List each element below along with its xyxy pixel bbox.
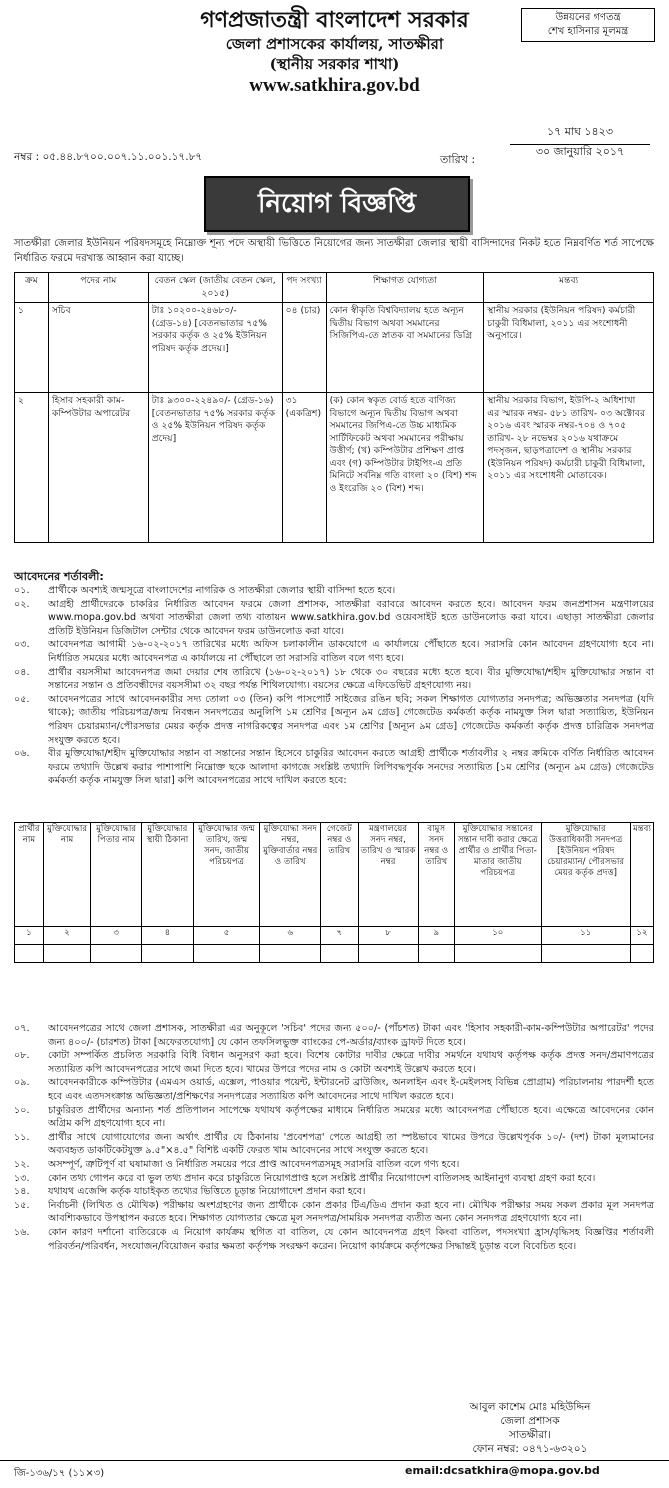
condition-number: ০৩. [14, 639, 30, 651]
header-count: পদ সংখ্যা [282, 273, 326, 303]
condition-number: ১০. [14, 1104, 30, 1116]
notice-banner: নিয়োগ বিজ্ঞপ্তি [204, 176, 470, 232]
condition-number: ১৬. [14, 1226, 30, 1238]
condition-number: ১১. [14, 1131, 30, 1143]
applicant-table-header [15, 823, 654, 927]
condition-item [14, 747, 654, 788]
col-number: ১ [15, 927, 44, 945]
condition-number: ১৪. [14, 1186, 30, 1198]
condition-text: বীর মুক্তিযোদ্ধা/শহীদ মুক্তিযোদ্ধার সন্তান বা সন্তানের সন্তান হিসেবে চাকুরির আবেদন করতে আগ্রহী প্রার্থীকে শর্তাবলীর ২ নম্বর ক্রমিকে বর্ণিত নির্ধারিত আবেদন ফরমে তথ্যাদি উল্লেখ করার পাশাপাশি নিম্নোক্ত ছকে আলাদা কাগজে সংশ্লিষ্ট তথ্যাদি লিপিবদ্ধপূর্বক সনদের সত্যায়িত [১ম শ্রেণির (অন্যূন ৯ম গ্রেড) গেজেটেড কর্মকর্তা কর্তৃক নামযুক্ত সিল দ্বারা] কপি আবেদনপত্রের সাথে দাখিল করতে হবে: [48, 748, 654, 787]
condition-item [14, 584, 654, 598]
date-bangla: ১৭ মাঘ ১৪২৩ [510, 123, 650, 145]
condition-item [14, 1226, 654, 1253]
memo-number: নম্বর : ০৫.৪৪.৮৭০০.০০৭.১১.০০১.১৭.৮৭ [14, 151, 203, 163]
condition-text: কোন তথ্য গোপন করে বা ভুল তথ্য প্রদান করে চাকুরিতে নিয়োগপ্রাপ্ত হলে সংশ্লিষ্ট প্রার্থীর নিয়োগাদেশ বাতিলসহ আইনানুগ ব্যবস্থা গ্রহণ করা হবে। [48, 1172, 596, 1184]
applicant-table-numbers [15, 927, 654, 945]
condition-item [14, 1158, 654, 1172]
row-serial: ২ [15, 393, 49, 543]
row-qualification: কোন স্বীকৃতি বিশ্ববিদ্যালয় হতে অন্যূন দ্বিতীয় বিভাগ অথবা সমমানের সিজিপিএ-তে স্নাতক বা সমমানের ডিগ্রি [326, 303, 484, 393]
conditions-title: আবেদনের শর্তাবলী: [14, 570, 104, 583]
col-number: ৭ [321, 927, 359, 945]
condition-item [14, 693, 654, 747]
row-post: হিসাব সহকারী কাম-কম্পিউটার অপারেটর [48, 393, 148, 543]
condition-item [14, 1076, 654, 1103]
signatory-name: আবুল কাশেম মোঃ মহিউদ্দিন [469, 1401, 591, 1413]
condition-text: প্রার্থীকে অবশ্যই জন্মসূত্রে বাংলাদেশের নাগরিক ও সাতক্ষীরা জেলার স্থায়ী বাসিন্দা হতে হবে। [48, 585, 396, 596]
applicant-table-blank-row [15, 945, 654, 963]
condition-number: ০৯. [14, 1077, 30, 1089]
condition-item [14, 1199, 654, 1226]
row-count: ৩১ (একত্রিশ) [282, 393, 326, 543]
condition-text: আগ্রহী প্রার্থীদেরকে চাকরির নির্ধারিত আবেদন ফরমে জেলা প্রশাসক, সাতক্ষীরা বরাবরে আবেদন করতে হবে। আবেদন ফরম জনপ্রশাসন মন্ত্রণালয়ের www.mopa.gov.bd অথবা সাতক্ষীরা জেলা তথ্য বাতায়ন www.satkhira.gov.bd ওয়েবসাইট হতে ডাউনলোড করা যাবে। এছাড়া সাতক্ষীরা জেলার প্রতিটি ইউনিয়ন ডিজিটাল সেন্টার থেকে আবেদন ফরম ডাউনলোড করা যাবে। [48, 598, 654, 637]
col-number: ১১ [541, 927, 630, 945]
row-remarks: স্থানীয় সরকার বিভাগ, ইউপি-২ অধিশাখা এর স্মারক নম্বর- ৫৮১ তারিখ- ০৩ অক্টোবর ২০১৬ এবং স্মারক নম্বর-৭০৪ ও ৭০৫ তারিখ- ২৮ নভেম্বর ২০১৬ যথাক্রমে পদসৃজন, ছাড়পত্রাদেশ ও স্থানীয় সরকার (ইউনিয়ন পরিষদ) কর্মচারী চাকুরী বিধিমালা, ২০১১ এর সংশোধনী মোতাবেক। [484, 393, 654, 543]
office-name: জেলা প্রশাসকের কার্যালয়, সাতক্ষীরা [225, 35, 444, 53]
condition-text: কোন কারণ দর্শানো ব্যতিরেকে এ নিয়োগ কার্যক্রম স্থগিত বা বাতিল, যে কোন আবেদনপত্র গ্রহণ কিংবা বাতিল, পদসংখ্যা হ্রাস/বৃদ্ধিসহ বিজ্ঞপ্তির শর্তাবলী পরিবর্তন/পরিবর্ধন, সংযোজন/বিয়োজন করার ক্ষমতা কর্তৃপক্ষ সংরক্ষণ করেন। নিয়োগ কার্যক্রমে কর্তৃপক্ষের সিদ্ধান্তই চূড়ান্ত বলে বিবেচিত হবে। [48, 1226, 654, 1252]
condition-item [14, 1185, 654, 1199]
col-header: মুক্তিযোদ্ধার পিতার নাম [91, 823, 142, 927]
col-number: ৬ [260, 927, 321, 945]
row-remarks: স্থানীয় সরকার (ইউনিয়ন পরিষদ) কর্মচারী চাকুরী বিধিমালা, ২০১১ এর সংশোধনী অনুসারে। [484, 303, 654, 393]
conditions-list-a [14, 584, 654, 788]
table-row [15, 393, 654, 543]
col-number: ৯ [418, 927, 454, 945]
col-number: ১২ [630, 927, 653, 945]
date-english: ৩০ জানুয়ারি ২০১৭ [535, 145, 625, 158]
condition-item [14, 1131, 654, 1158]
posts-table [14, 272, 654, 543]
conditions-list-b [14, 1022, 654, 1253]
col-number: ৪ [142, 927, 194, 945]
freedom-fighter-info-table [14, 822, 654, 963]
condition-item [14, 1104, 654, 1131]
header-qualification: শিক্ষাগত যোগ্যতা [326, 273, 484, 303]
condition-item [14, 1172, 654, 1186]
condition-text: কোটা সম্পর্কিত প্রচলিত সরকারি বিধি বিধান অনুসরণ করা হবে। বিশেষ কোটার দাবীর ক্ষেত্রে দাবীর সমর্থনে যথাযথ কর্তৃপক্ষ কর্তৃক প্রদত্ত সনদ/প্রমাণপত্রের সত্যায়িত কপি আবেদনপত্রের সাথে জমা দিতে হবে। খামের উপরে পদের নাম ও কোটা অবশ্যই উল্লেখ করতে হবে। [48, 1050, 654, 1075]
condition-text: চাকুরিরত প্রার্থীদের অন্যান্য শর্ত প্রতিপালন সাপেক্ষে যথাযথ কর্তৃপক্ষের মাধ্যমে নির্ধারিত সময়ের মধ্যে আবেদনপত্র পৌঁছাতে হবে। এক্ষেত্রে আবেদনের কোন অগ্রিম কপি গ্রহণযোগ্য হবে না। [48, 1104, 654, 1130]
condition-text: আবেদনপত্র আগামী ১৬-০২-২০১৭ তারিখের মধ্যে অফিস চলাকালীন ডাকযোগে এ কার্যালয়ে পৌঁছাতে হবে। সরাসরি কোন আবেদন গ্রহণযোগ্য হবে না। নির্ধারিত সময়ের মধ্যে আবেদনপত্র এ কার্যালয়ে না পৌঁছালে তা সরাসরি বাতিল বলে গণ্য হবে। [48, 639, 654, 664]
condition-text: প্রার্থীর সাথে যোগাযোগের জন্য অর্থাৎ প্রার্থীর যে ঠিকানায় 'প্রবেশপত্র' পেতে আগ্রহী তা স্পষ্টভাবে খামের উপরে উল্লেখপূর্বক ১০/- (দশ) টাকা মূল্যমানের অব্যবহৃত ডাকটিকেটযুক্ত ৯.৫"×৪.৫" বিশিষ্ট একটি ফেরত খাম আবেদনের সাথে সংযুক্ত করতে হবে। [48, 1131, 654, 1157]
row-post: সচিব [48, 303, 148, 393]
col-header: বামুস সনদ নম্বর ও তারিখ [418, 823, 454, 927]
condition-number: ০৫. [14, 693, 30, 705]
footer-reference: জি-১৩৬/১৭ (১১×৩) [14, 1468, 105, 1479]
col-header: মুক্তিযোদ্ধার উত্তরাধিকারী সনদপত্র [ইউনিয়ন পরিষদ চেয়ারম্যান/ পৌরসভার মেয়র কর্তৃক প্রদত্ত] [541, 823, 630, 927]
condition-text: যথাযথ এজেন্সি কর্তৃক যাচাইকৃত তথ্যের ভিত্তিতে চূড়ান্ত নিয়োগাদেশ প্রদান করা হবে। [48, 1186, 366, 1198]
row-serial: ১ [15, 303, 49, 393]
table-row [15, 303, 654, 393]
col-number: ১০ [455, 927, 542, 945]
condition-number: ০৮. [14, 1050, 30, 1062]
col-number: ৩ [91, 927, 142, 945]
col-header: মুক্তিযোদ্ধার নাম [43, 823, 90, 927]
col-header: প্রার্থীর নাম [15, 823, 44, 927]
header-post: পদের নাম [48, 273, 148, 303]
branch-name: (স্থানীয় সরকার শাখা) [269, 55, 400, 73]
condition-number: ০৪. [14, 666, 30, 678]
slogan-line-1: উন্নয়নের গণতন্ত্র [555, 12, 621, 23]
condition-number: ১২. [14, 1158, 30, 1170]
col-header: মুক্তিযোদ্ধার সন্তানের সন্তান দাবী করার ক্ষেত্রে প্রার্থীর ও প্রার্থীর পিতা-মাতার জাতীয় পরিচয়পত্র [455, 823, 542, 927]
condition-number: ১৫. [14, 1199, 30, 1211]
condition-number: ০৬. [14, 748, 30, 760]
condition-item [14, 666, 654, 693]
condition-number: ০৭. [14, 1023, 30, 1034]
col-header: মন্ত্রণালয়ের সনদ নম্বর, তারিখ ও স্মারক নম্বর [358, 823, 418, 927]
condition-text: প্রার্থীর বয়সসীমা আবেদনপত্র জমা দেয়ার শেষ তারিখে (১৬-০২-২০১৭) ১৮ থেকে ৩০ বছরের মধ্যে হতে হবে। বীর মুক্তিযোদ্ধা/শহীদ মুক্তিযোদ্ধার সন্তান বা সন্তানের সন্তান ও প্রতিবন্ধীদের বয়সসীমা ৩২ বছর পর্যন্ত শিথিলযোগ্য। বয়সের ক্ষেত্রে এফিডেভিট গ্রহণযোগ্য নয়। [48, 666, 654, 692]
condition-text: আবেদনপত্রের সাথে জেলা প্রশাসক, সাতক্ষীরা এর অনুকূলে 'সচিব' পদের জন্য ৫০০/- (পাঁচশত) টাকা এবং 'হিসাব সহকারী-কাম-কম্পিউটার অপারেটর' পদের জন্য ৪০০/- (চারশত) টাকা [অফেরতযোগ্য] যে কোন তফসিলভুক্ত ব্যাংকের পে-অর্ডার/ব্যাংক ড্রাফট দিতে হবে। [48, 1023, 654, 1048]
col-number: ৫ [193, 927, 260, 945]
signature-block [420, 1400, 640, 1456]
condition-number: ০২. [14, 598, 30, 610]
posts-table-header [15, 273, 654, 303]
header-remarks: মন্তব্য [484, 273, 654, 303]
slogan-line-2: শেখ হাসিনার মূলমন্ত্র [547, 26, 629, 37]
condition-item [14, 1022, 654, 1049]
col-header: মুক্তিযোদ্ধা সনদ নম্বর, মুক্তিবার্তার নম্বর ও তারিখ [260, 823, 321, 927]
row-scale: টাঃ ৯৩০০-২২৪৯০/- (গ্রেড-১৬) [বেতনভাতার ৭৫% সরকার কর্তৃক ও ২৫% ইউনিয়ন পরিষদ কর্তৃক প্রদেয়] [148, 393, 282, 543]
signatory-district: সাতক্ষীরা। [509, 1429, 551, 1441]
condition-number: ১৩. [14, 1172, 30, 1184]
intro-paragraph: সাতক্ষীরা জেলার ইউনিয়ন পরিষদসমূহে নিম্নোক্ত শূন্য পদে অস্থায়ী ভিত্তিতে নিয়োগের জন্য সাতক্ষীরা জেলার স্থায়ী বাসিন্দাদের নিকট হতে নিম্নবর্ণিত শর্ত সাপেক্ষে নির্ধারিত ফরমে দরখাস্ত আহ্বান করা যাচ্ছে। [14, 238, 654, 264]
col-number: ২ [43, 927, 90, 945]
condition-item [14, 638, 654, 665]
condition-text: আবেদনপত্রের সাথে আবেদনকারীর সদ্য তোলা ০৩ (তিন) কপি পাসপোর্ট সাইজের রঙিন ছবি; সকল শিক্ষাগত যোগ্যতার সনদপত্র; অভিজ্ঞতার সনদপত্র (যদি থাকে); জাতীয় পরিচয়পত্র/জন্ম নিবন্ধন সনদপত্রের অনুলিপি ১ম শ্রেণির [অন্যূন ৯ম গ্রেড] গেজেটেড কর্মকর্তা কর্তৃক নামযুক্ত সিল দ্বারা সত্যায়িত, ইউনিয়ন পরিষদ চেয়ারম্যান/পৌরসভার মেয়র কর্তৃক প্রদত্ত নাগরিকত্বের সনদপত্র এবং ১ম শ্রেণির [অন্যূন ৯ম গ্রেড] গেজেটেড কর্মকর্তা কর্তৃক প্রদত্ত চারিত্রিক সনদপত্র সংযুক্ত করতে হবে। [48, 693, 654, 746]
header-scale: বেতন স্কেল (জাতীয় বেতন স্কেল, ২০১৫) [148, 273, 282, 303]
footer-divider [0, 1460, 669, 1461]
header-serial: ক্রম [15, 273, 49, 303]
condition-text: নির্বাচনী (লিখিত ও মৌখিক) পরীক্ষায় অংশগ্রহণের জন্য প্রার্থীকে কোন প্রকার টিএ/ডিএ প্রদান করা হবে না। মৌখিক পরীক্ষার সময় সকল প্রকার মূল সনদপত্র আবশ্যিকভাবে উপস্থাপন করতে হবে। শিক্ষাগত যোগ্যতার ক্ষেত্রে মূল সনদপত্র/সাময়িক সনদপত্র ব্যতীত অন্য কোন সনদপত্র গ্রহণযোগ্য হবে না। [48, 1199, 654, 1225]
contact-email: email:dcsatkhira@mopa.gov.bd [405, 1464, 600, 1477]
condition-text: আবেদনকারীকে কম্পিউটার (এমএস ওয়ার্ড, এক্সেল, পাওয়ার পয়েন্ট, ইন্টারনেট ব্রাউজিং, অনলাইন এবং ই-মেইলসহ বিভিন্ন প্রোগ্রাম) পরিচালনায় পারদর্শী হতে হবে এবং এতদসংক্রান্ত অভিজ্ঞতা/প্রশিক্ষণের সনদপত্রের সত্যায়িত কপি আবেদনের সাথে দাখিল করতে হবে। [48, 1077, 654, 1102]
col-header: মুক্তিযোদ্ধার স্থায়ী ঠিকানা [142, 823, 194, 927]
col-header: মুক্তিযোদ্ধার জন্ম তারিখ, জন্ম সনদ, জাতীয় পরিচয়পত্র [193, 823, 260, 927]
date-label: তারিখ : [440, 153, 476, 166]
website: www.satkhira.gov.bd [249, 75, 420, 96]
condition-item [14, 1049, 654, 1076]
government-title: গণপ্রজাতন্ত্রী বাংলাদেশ সরকার [200, 7, 469, 33]
row-scale: টাঃ ১০২০০-২৪৬৮০/- (গ্রেড-১৪) [বেতনভাতার ৭৫% সরকার কর্তৃক ও ২৫% ইউনিয়ন পরিষদ কর্তৃক প্রদেয়।] [148, 303, 282, 393]
signatory-phone: ফোন নম্বর: ০৪৭১-৬৩২০১ [472, 1443, 588, 1455]
col-header: মন্তব্য [630, 823, 653, 927]
condition-number: ০১. [14, 585, 30, 596]
slogan-box [521, 8, 655, 42]
condition-item [14, 598, 654, 639]
col-number: ৮ [358, 927, 418, 945]
row-count: ০৪ (চার) [282, 303, 326, 393]
col-header: গেজেট নম্বর ও তারিখ [321, 823, 359, 927]
signatory-designation: জেলা প্রশাসক [500, 1415, 560, 1427]
row-qualification: (ক) কোন স্বকৃত বোর্ড হতে বাণিজ্য বিভাগে অন্যূন দ্বিতীয় বিভাগ অথবা সমমানের জিপিএ-তে উচ্চ মাধ্যমিক সার্টিফিকেট অথবা সমমানের পরীক্ষায় উত্তীর্ণ; (খ) কম্পিউটার প্রশিক্ষণ প্রাপ্ত এবং (গ) কম্পিউটার টাইপিং-এ প্রতি মিনিটে সর্বনিম্ন গতি বাংলা ২০ (বিশ) শব্দ ও ইংরেজি ২০ (বিশ) শব্দ। [326, 393, 484, 543]
condition-text: অসম্পূর্ণ, ত্রুটিপূর্ণ বা ঘষামাজা ও নির্ধারিত সময়ের পরে প্রাপ্ত আবেদনপত্রসমূহ সরাসরি বাতিল বলে গণ্য হবে। [48, 1158, 460, 1170]
